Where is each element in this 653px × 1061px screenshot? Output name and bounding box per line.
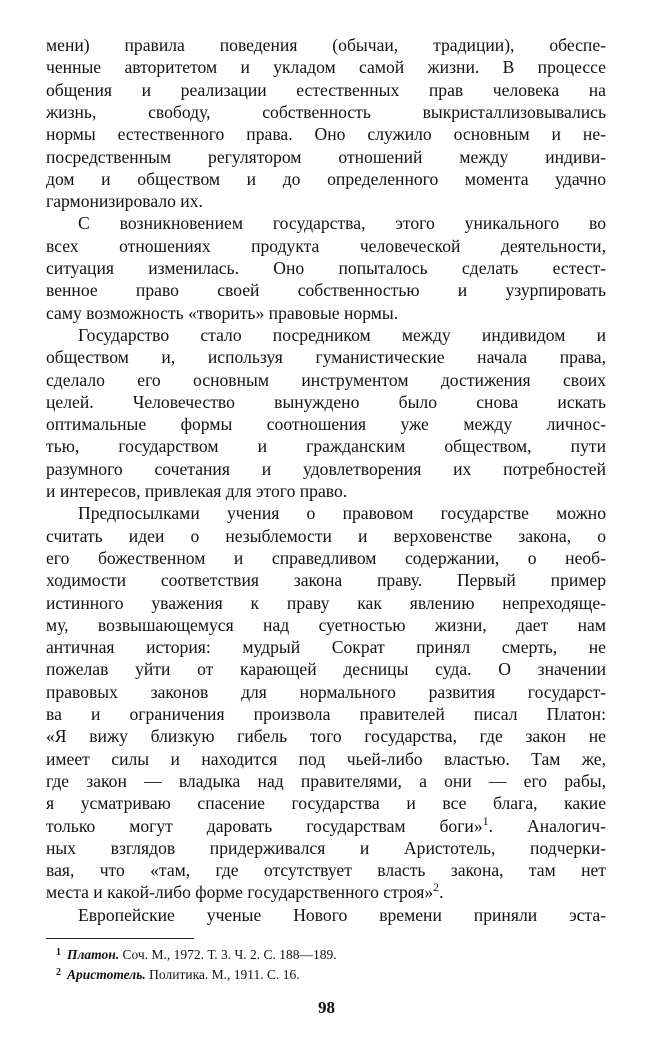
text-line-26: истинного уважения к праву как явлению непреходяще- — [46, 592, 606, 613]
text-line-27: му, возвышающемуся над суетностью жизни, дает нам — [46, 614, 606, 635]
footnote-ref-1: 1 — [482, 814, 489, 828]
text-line-4: жизнь, свободу, собственность выкристаллизовывались — [46, 101, 606, 122]
text-line-13: саму возможность «творить» правовые нормы. — [46, 302, 399, 323]
footnote-1 — [56, 946, 337, 964]
footnote-2 — [56, 966, 300, 984]
text-line-30: правовых законов для нормального развития государст- — [46, 681, 606, 702]
text-line-10: всех отношениях продукта человеческой деятельности, — [46, 235, 606, 256]
text-line-39-tail: . — [439, 882, 444, 903]
text-line-19: тью, государством и гражданским обществом, пути — [46, 436, 606, 457]
footnote-2-number: 2 — [56, 967, 61, 978]
text-line-14: Государство стало посредником между индивидом и — [78, 324, 606, 345]
text-line-17: целей. Человечество вынуждено было снова искать — [46, 391, 606, 412]
text-line-36-body: только могут даровать государствам боги» — [46, 815, 483, 836]
text-line-25: ходимости соответствия закона праву. Первый пример — [46, 570, 606, 591]
text-line-31: ва и ограничения произвола правителей писал Платон: — [46, 704, 606, 724]
footnote-1-author: Платон. — [67, 947, 120, 962]
text-line-35: я усматриваю спасение государства и все блага, какие — [46, 793, 606, 814]
footnote-ref-2: 2 — [433, 881, 440, 895]
text-line-21: и интересов, привлекая для этого право. — [46, 481, 348, 501]
footnote-divider — [46, 938, 194, 939]
text-line-18: оптимальные формы соотношения уже между личнос- — [46, 414, 606, 435]
footnote-2-text: Политика. М., 1911. С. 16. — [149, 967, 300, 982]
footnote-1-text: Соч. М., 1972. Т. 3. Ч. 2. С. 188—189. — [122, 947, 337, 962]
text-line-28: античная история: мудрый Сократ принял смерть, не — [46, 637, 606, 658]
text-line-2: ченные авторитетом и укладом самой жизни. В процессе — [46, 57, 606, 78]
text-line-16: сделало его основным инструментом достижения своих — [46, 369, 606, 390]
text-line-40: Европейские ученые Нового времени приняли эста- — [78, 904, 606, 925]
text-line-36 — [46, 815, 606, 837]
text-line-22: Предпосылками учения о правовом государстве можно — [78, 503, 606, 524]
text-line-11: ситуация изменилась. Оно попыталось сделать естест- — [46, 258, 606, 278]
text-line-5: нормы естественного права. Оно служило основным и не- — [46, 124, 606, 145]
text-line-36-tail: . Аналогич- — [488, 815, 606, 836]
text-line-39 — [46, 881, 606, 903]
footnote-2-author: Аристотель. — [67, 967, 146, 982]
text-line-38: вая, что «там, где отсутствует власть закона, там нет — [46, 860, 606, 881]
text-line-8: гармонизировало их. — [46, 191, 203, 212]
text-line-33: имеет силы и находится под чьей-либо властью. Там же, — [46, 748, 606, 769]
text-line-37: ных взглядов придерживался и Аристотель, подчерки- — [46, 837, 606, 858]
text-line-29: пожелав уйти от карающей десницы суда. О значении — [46, 659, 606, 680]
text-line-7: дом и обществом и до определенного момента удачно — [46, 168, 606, 189]
page-number: 98 — [318, 998, 335, 1017]
text-line-6: посредственным регулятором отношений между индиви- — [46, 146, 606, 167]
text-line-12: венное право своей собственностью и узурпировать — [46, 280, 606, 301]
text-line-34: где закон — владыка над правителями, а они — его рабы, — [46, 770, 606, 791]
text-line-24: его божественном и справедливом содержании, о необ- — [46, 547, 606, 568]
footnote-1-number: 1 — [56, 947, 61, 958]
text-line-39-body: места и какой-либо форме государственного строя» — [46, 882, 434, 903]
text-line-1: мени) правила поведения (обычаи, традиции), обеспе- — [46, 35, 606, 55]
text-line-9: С возникновением государства, этого уникального во — [78, 213, 606, 234]
text-line-20: разумного сочетания и удовлетворения их потребностей — [46, 458, 606, 479]
text-line-3: общения и реализации естественных прав человека на — [46, 79, 606, 100]
text-line-32: «Я вижу близкую гибель того государства, где закон не — [46, 726, 606, 747]
text-line-23: считать идеи о незыблемости и верховенстве закона, о — [46, 525, 606, 546]
text-line-15: обществом и, используя гуманистические начала права, — [46, 347, 606, 368]
